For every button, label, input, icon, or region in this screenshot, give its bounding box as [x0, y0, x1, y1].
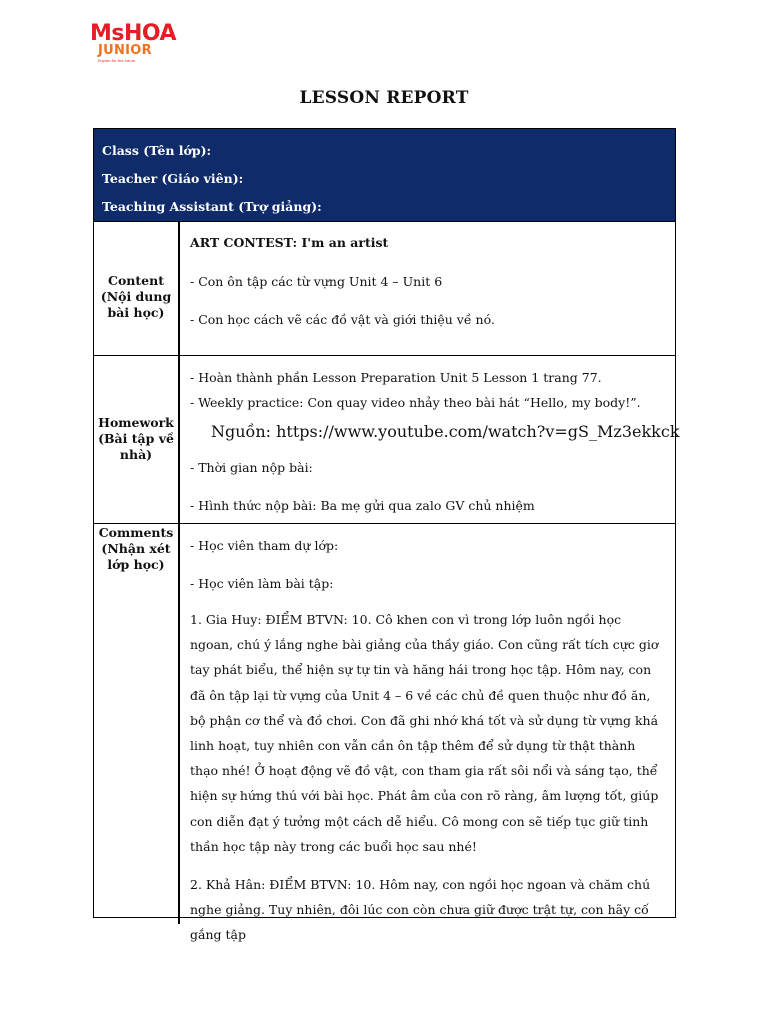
comments-label-cell [94, 524, 180, 924]
logo-main-text: MsHOA [90, 21, 177, 46]
logo-sub-text: JUNIOR [98, 43, 152, 58]
class-info-header [94, 129, 675, 222]
document-title: LESSON REPORT [299, 88, 469, 108]
comments-label-line-1: Comments [98, 525, 174, 540]
homework-row [94, 355, 680, 524]
class-label: Class (Tên lớp): [102, 143, 212, 158]
content-item: - Con ôn tập các từ vựng Unit 4 – Unit 6 [190, 274, 443, 289]
homework-source-link[interactable]: Nguồn: https://www.youtube.com/watch?v=gS_Mz3ekkck [211, 422, 680, 441]
assistant-label: Teaching Assistant (Trợ giảng): [102, 199, 322, 214]
homework-label-line-3: nhà) [119, 447, 153, 462]
attendance-line: - Học viên tham dự lớp: [190, 538, 339, 553]
content-row [94, 221, 675, 356]
comments-cell [182, 524, 675, 943]
student-comment: 2. Khả Hân: ĐIỂM BTVN: 10. Hôm nay, con ngồi học ngoan và chăm chú nghe giảng. Tuy nhiên, đôi lúc con còn chưa giữ được trật tự, con hãy cố gắng tập [190, 877, 651, 943]
content-label-line-3: bài học) [107, 305, 165, 320]
homework-deadline: - Thời gian nộp bài: [190, 460, 313, 475]
comments-label-line-2: (Nhận xét [101, 541, 171, 556]
content-label-line-1: Content [108, 273, 164, 288]
content-cell [182, 222, 675, 356]
lesson-heading: ART CONTEST: I'm an artist [190, 235, 389, 250]
homework-label-line-2: (Bài tập về [98, 431, 174, 446]
comments-label-line-3: lớp học) [107, 557, 165, 572]
homework-label-line-1: Homework [98, 415, 174, 430]
student-comment: 1. Gia Huy: ĐIỂM BTVN: 10. Cô khen con vì trong lớp luôn ngồi học ngoan, chú ý lắng nghe bài giảng của thầy giáo. Con cũng rất tích cực giơ tay phát biểu, thể hiện sự tự tin và hăng hái trong học tập. Hôm nay, con đã ôn tập lại từ vựng của Unit 4 – 6 về các chủ đề quen thuộc như đồ ăn, bộ phận cơ thể và đồ chơi. Con đã ghi nhớ khá tốt và sử dụng từ vựng khá linh hoạt, tuy nhiên con vẫn cần ôn tập thêm để sử dụng từ thật thành thạo nhé! Ở hoạt động vẽ đồ vật, con tham gia rất sôi nổi và sáng tạo, thể hiện sự hứng thú với bài học. Phát âm của con rõ ràng, âm lượng tốt, giúp con diễn đạt ý tưởng một cách dễ hiểu. Cô mong con sẽ tiếp tục giữ tinh thần học tập này trong các buổi học sau nhé! [190, 612, 659, 854]
homework-submission: - Hình thức nộp bài: Ba mẹ gửi qua zalo GV chủ nhiệm [190, 498, 535, 513]
homework-label-cell [94, 356, 180, 524]
content-item: - Con học cách vẽ các đồ vật và giới thiệu về nó. [190, 312, 495, 327]
homework-item: - Weekly practice: Con quay video nhảy theo bài hát “Hello, my body!”. [190, 395, 641, 410]
content-label-cell [94, 222, 180, 356]
homework-item: - Hoàn thành phần Lesson Preparation Unit 5 Lesson 1 trang 77. [190, 370, 602, 385]
comments-row [94, 523, 675, 943]
homework-done-line: - Học viên làm bài tập: [190, 576, 334, 591]
logo-tagline: English for the future [98, 59, 136, 63]
content-label-line-2: (Nội dung [100, 289, 172, 304]
brand-logo [90, 22, 180, 68]
lesson-report-table [93, 128, 680, 943]
teacher-label: Teacher (Giáo viên): [102, 171, 244, 186]
